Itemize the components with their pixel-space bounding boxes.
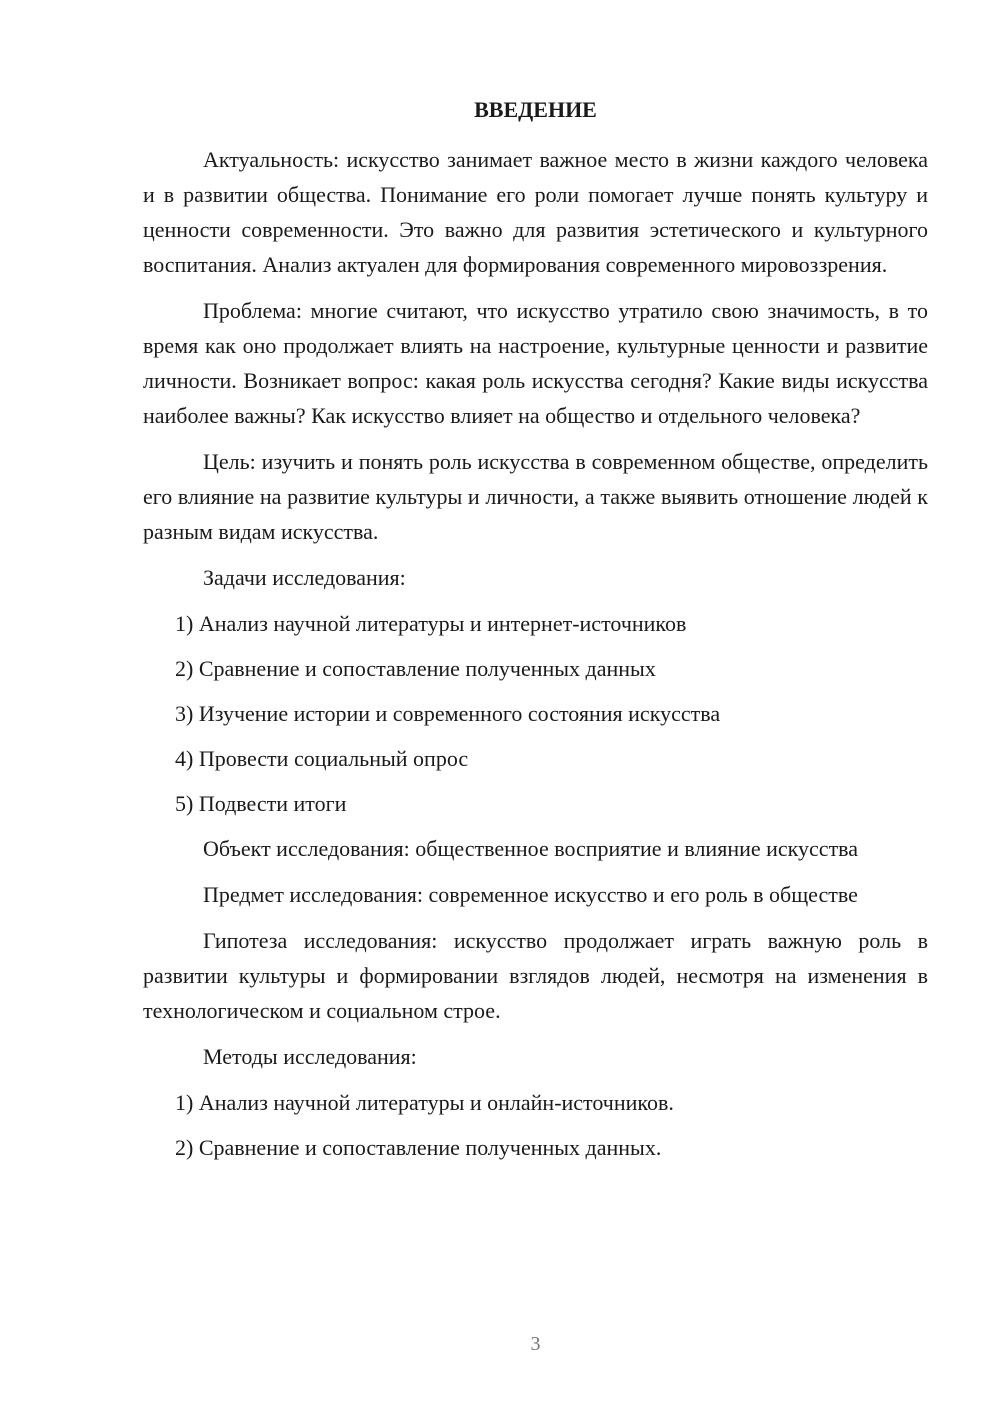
goal-paragraph: Цель: изучить и понять роль искусства в современном обществе, определить его влияние на развитие культуры и личности, а также выявить отношение людей к разным видам искусства.: [143, 449, 928, 544]
page-number: 3: [530, 1333, 541, 1355]
task-item: 5) Подвести итоги: [175, 791, 347, 816]
task-item: 1) Анализ научной литературы и интернет-источников: [175, 611, 687, 636]
document-page: [143, 92, 928, 1175]
subject-paragraph: Предмет исследования: современное искусство и его роль в обществе: [203, 882, 858, 907]
task-item: 3) Изучение истории и современного состояния искусства: [175, 701, 721, 726]
relevance-paragraph: Актуальность: искусство занимает важное место в жизни каждого человека и в развитии общества. Понимание его роли помогает лучше понять культуру и ценности современности. Это важно для развития эстетического и культурного воспитания. Анализ актуален для формирования современного мировоззрения.: [143, 147, 928, 277]
page-title: ВВЕДЕНИЕ: [474, 97, 597, 122]
task-item: 2) Сравнение и сопоставление полученных данных: [175, 656, 656, 681]
tasks-heading: Задачи исследования:: [203, 565, 406, 590]
object-paragraph: Объект исследования: общественное восприятие и влияние искусства: [203, 836, 859, 861]
methods-heading: Методы исследования:: [203, 1044, 417, 1069]
problem-paragraph: Проблема: многие считают, что искусство утратило свою значимость, в то время как оно продолжает влиять на настроение, культурные ценности и развитие личности. Возникает вопрос: какая роль искусства сегодня? Какие виды искусства наиболее важны? Как искусство влияет на общество и отдельного человека?: [143, 298, 928, 428]
method-item: 2) Сравнение и сопоставление полученных данных.: [175, 1135, 662, 1160]
method-item: 1) Анализ научной литературы и онлайн-источников.: [175, 1090, 674, 1115]
hypothesis-paragraph: Гипотеза исследования: искусство продолжает играть важную роль в развитии культуры и формировании взглядов людей, несмотря на изменения в технологическом и социальном строе.: [143, 928, 928, 1023]
task-item: 4) Провести социальный опрос: [175, 746, 469, 771]
